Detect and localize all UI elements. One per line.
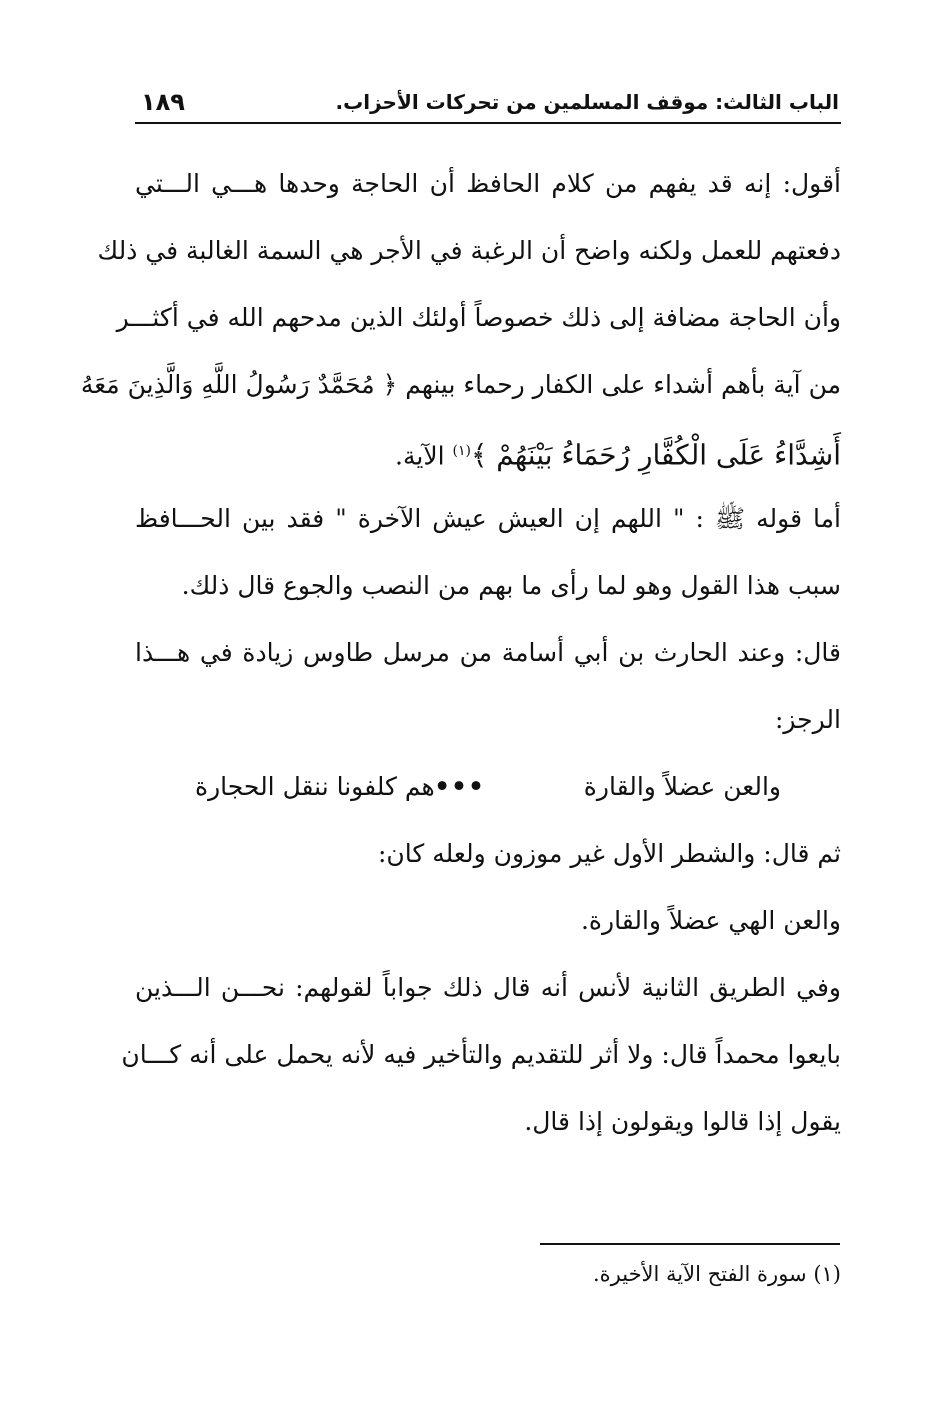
text-line-12: والعن الهي عضلاً والقارة.	[580, 906, 841, 935]
text-line-14: بايعوا محمداً قال: ولا أثر للتقديم والتأخير فيه لأنه يحمل على أنه كـــان	[121, 1040, 841, 1069]
footnote-divider	[540, 1243, 840, 1245]
footnote-marker: (١)	[452, 443, 471, 459]
text-line-13: وفي الطريق الثانية لأنس أنه قال ذلك جواباً لقولهم: نحـــن الـــذين	[135, 973, 841, 1002]
chapter-title: الباب الثالث: موقف المسلمين من تحركات الأحزاب.	[335, 90, 839, 114]
page-number: ١٨٩	[141, 88, 185, 116]
text-line-1: أقول: إنه قد يفهم من كلام الحافظ أن الحاجة وحدها هـــي الـــتي	[135, 169, 841, 198]
text-line-6: أما قوله ﷺ : " اللهم إن العيش عيش الآخرة " فقد بين الحـــافظ	[135, 504, 841, 533]
verse-tail: الآية.	[395, 441, 453, 471]
poem-right-hemistich: والعن عضلاً والقارة	[583, 772, 781, 801]
text-line-11: ثم قال: والشطر الأول غير موزون ولعله كان:	[377, 839, 841, 868]
footnote: (١) سورة الفتح الآية الأخيرة.	[592, 1262, 841, 1286]
text-line-15: يقول إذا قالوا ويقولون إذا قال.	[524, 1107, 841, 1136]
text-line-3: وأن الحاجة مضافة إلى ذلك خصوصاً أولئك الذين مدحهم الله في أكثـــر	[116, 303, 841, 332]
text-line-7: سبب هذا القول وهو لما رأى ما بهم من النصب والجوع قال ذلك.	[181, 571, 841, 600]
running-header	[135, 88, 841, 124]
text-line-8: قال: وعند الحارث بن أبي أسامة من مرسل طاوس زيادة في هـــذا	[135, 638, 841, 667]
text-line-9: الرجز:	[774, 705, 841, 734]
text-line-2: دفعتهم للعمل ولكنه واضح أن الرغبة في الأجر هي السمة الغالبة في ذلك	[97, 236, 841, 265]
text-line-4: من آية بأهم أشداء على الكفار رحماء بينهم ﴿ مُحَمَّدٌ رَسُولُ اللَّهِ وَالَّذِينَ مَعَهُ	[80, 370, 841, 399]
poem-separator: •••	[434, 772, 485, 801]
poem-verse	[135, 753, 841, 820]
quran-verse-line	[135, 418, 841, 485]
quran-verse-text: أَشِدَّاءُ عَلَى الْكُفَّارِ رُحَمَاءُ بَيْنَهُمْ ﴾	[470, 438, 841, 472]
main-text	[80, 150, 841, 1155]
poem-left-hemistich: هم كلفونا ننقل الحجارة	[195, 772, 435, 801]
